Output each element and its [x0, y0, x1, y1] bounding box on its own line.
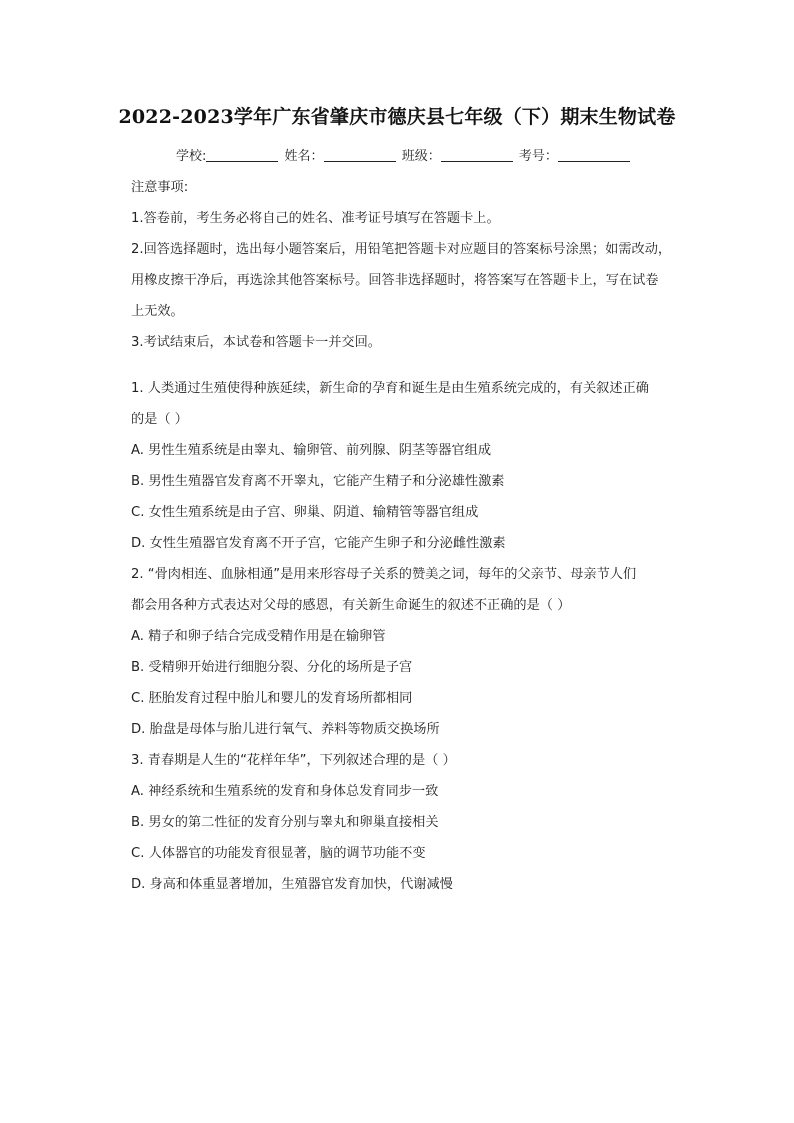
question-3-option-c: C. 人体器官的功能发育很显著，脑的调节功能不变	[131, 846, 426, 861]
questions-section	[131, 373, 706, 900]
school-label: 学校:	[176, 149, 207, 164]
question-2-stem-cont: 都会用各种方式表达对父母的感恩，有关新生命诞生的叙述不正确的是（ ）	[131, 598, 571, 613]
question-2-option-b: B. 受精卵开始进行细胞分裂、分化的场所是子宫	[131, 660, 413, 675]
name-blank	[324, 147, 396, 162]
question-1-option-c: C. 女性生殖系统是由子宫、卵巢、阴道、输精管等器官组成	[131, 505, 479, 520]
question-1-option-d: D. 女性生殖器官发育离不开子宫，它能产生卵子和分泌雌性激素	[131, 536, 506, 551]
question-2-option-c: C. 胚胎发育过程中胎儿和婴儿的发育场所都相同	[131, 691, 413, 706]
question-3-stem: 3. 青春期是人生的“花样年华”，下列叙述合理的是（ ）	[131, 753, 456, 768]
question-3-option-a: A. 神经系统和生殖系统的发育和身体总发育同步一致	[131, 784, 439, 799]
note-line: 1.答卷前，考生务必将自己的姓名、准考证号填写在答题卡上。	[131, 211, 500, 226]
question-1-stem-cont: 的是（ ）	[131, 412, 188, 427]
note-line: 用橡皮擦干净后，再选涂其他答案标号。回答非选择题时，将答案写在答题卡上，写在试卷	[131, 273, 659, 288]
question-2-option-d: D. 胎盘是母体与胎儿进行氧气、养料等物质交换场所	[131, 722, 440, 737]
question-3-option-d: D. 身高和体重显著增加，生殖器官发育加快，代谢减慢	[131, 877, 453, 892]
question-1-stem: 1. 人类通过生殖使得种族延续，新生命的孕育和诞生是由生殖系统完成的，有关叙述正确	[131, 381, 649, 396]
note-line: 2.回答选择题时，选出每小题答案后，用铅笔把答题卡对应题目的答案标号涂黑；如需改动，	[131, 242, 672, 257]
note-line: 上无效。	[131, 304, 184, 319]
page-title: 2022-2023学年广东省肇庆市德庆县七年级（下）期末生物试卷	[118, 106, 676, 128]
exam-number-blank	[558, 147, 630, 162]
question-2-stem: 2. “骨肉相连、血脉相通”是用来形容母子关系的赞美之词，每年的父亲节、母亲节人们	[131, 567, 637, 582]
class-label: 班级：	[401, 149, 441, 164]
question-1-option-a: A. 男性生殖系统是由睾丸、输卵管、前列腺、阴茎等器官组成	[131, 443, 492, 458]
exam-number-label: 考号：	[518, 149, 558, 164]
question-1-option-b: B. 男性生殖器官发育离不开睾丸，它能产生精子和分泌雄性激素	[131, 474, 505, 489]
student-info-row	[176, 145, 632, 164]
question-2-option-a: A. 精子和卵子结合完成受精作用是在输卵管	[131, 629, 386, 644]
notes-heading: 注意事项:	[131, 180, 189, 195]
school-blank	[206, 147, 278, 162]
question-3-option-b: B. 男女的第二性征的发育分别与睾丸和卵巢直接相关	[131, 815, 439, 830]
note-line: 3.考试结束后，本试卷和答题卡一并交回。	[131, 335, 381, 350]
name-label: 姓名：	[284, 149, 324, 164]
notes-section	[131, 172, 706, 358]
class-blank	[441, 147, 513, 162]
